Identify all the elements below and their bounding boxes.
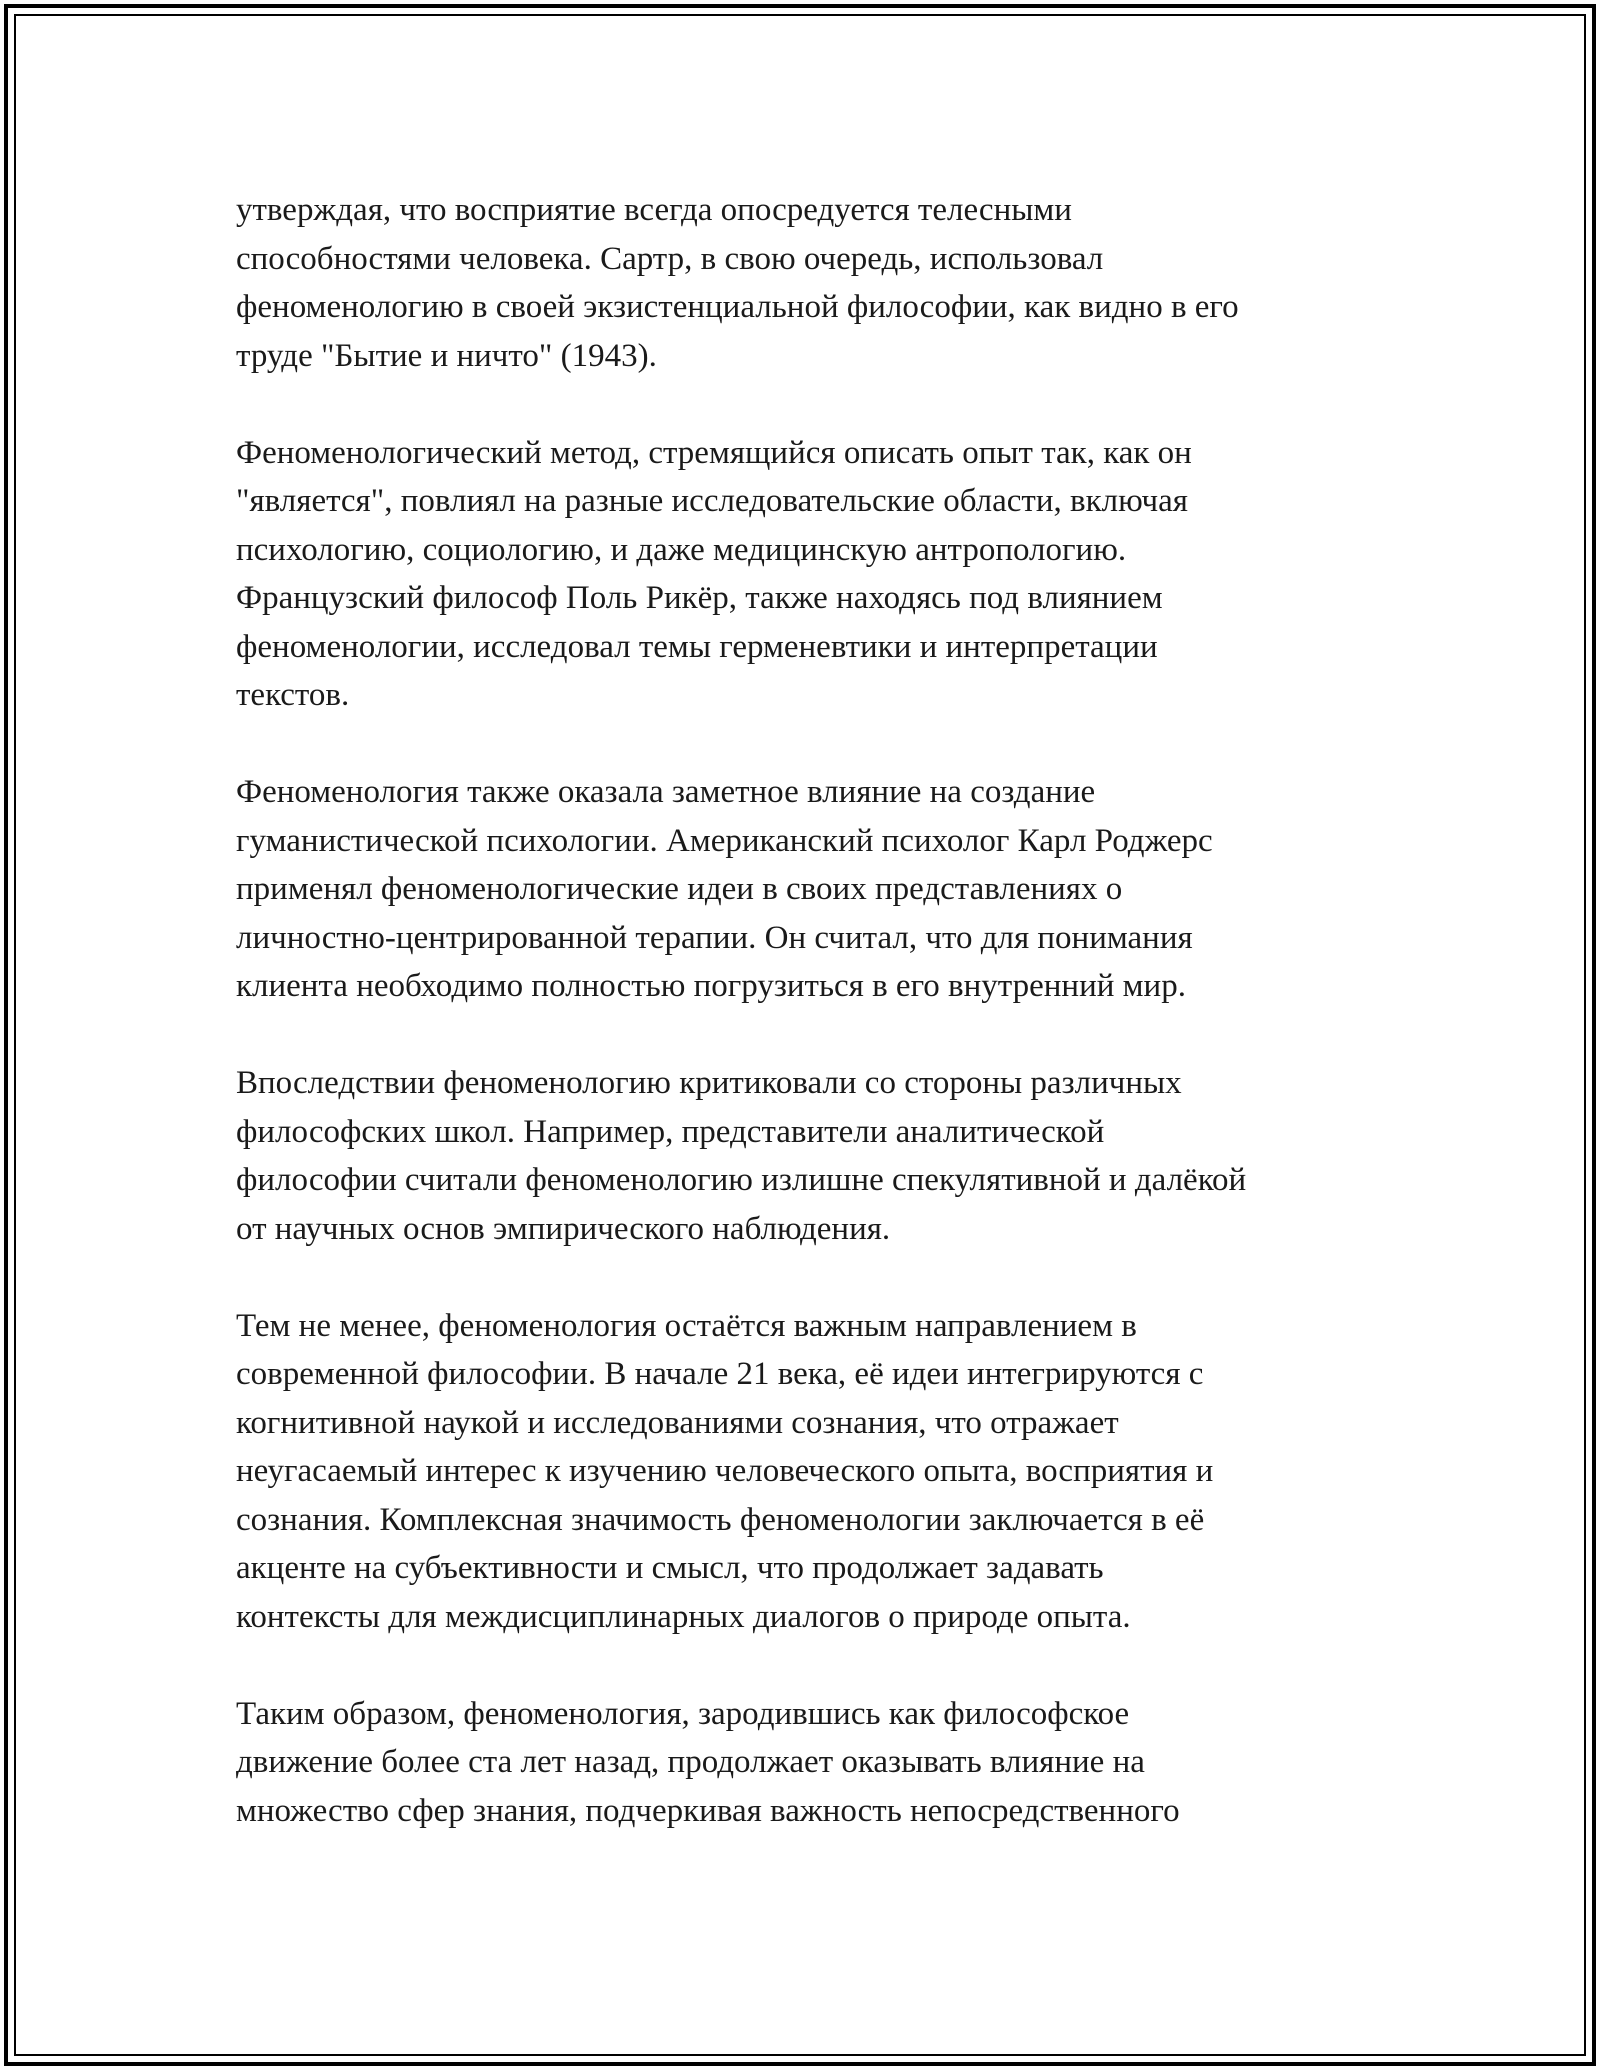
text-line: "является", повлиял на разные исследовательские области, включая — [236, 483, 1188, 519]
paragraph — [236, 1302, 1396, 1642]
text-line: Французский философ Поль Рикёр, также находясь под влиянием — [236, 580, 1163, 616]
text-line: множество сфер знания, подчеркивая важность непосредственного — [236, 1792, 1180, 1829]
paragraph — [236, 186, 1396, 380]
text-line: Впоследствии феноменологию критиковали со стороны различных — [236, 1065, 1182, 1101]
text-line: Феноменология также оказала заметное влияние на создание — [236, 774, 1096, 810]
text-line: текстов. — [236, 677, 350, 713]
text-line: психологию, социологию, и даже медицинскую антропологию. — [236, 531, 1127, 568]
text-line: когнитивной наукой и исследованиями сознания, что отражает — [236, 1404, 1119, 1441]
text-line: применял феноменологические идеи в своих представлениях о — [236, 871, 1123, 907]
paragraph — [236, 1690, 1396, 1836]
text-line: Таким образом, феноменология, зародившись как философское — [236, 1695, 1130, 1732]
text-line: Тем не менее, феноменология остаётся важным направлением в — [236, 1307, 1137, 1344]
document-body — [236, 186, 1396, 1884]
text-line: феноменологию в своей экзистенциальной философии, как видно в его — [236, 289, 1239, 325]
text-line: современной философии. В начале 21 века, её идеи интегрируются с — [236, 1356, 1204, 1392]
text-line: труде "Бытие и ничто" (1943). — [236, 337, 657, 374]
paragraph — [236, 1059, 1396, 1253]
text-line: философии считали феноменологию излишне спекулятивной и далёкой — [236, 1162, 1247, 1198]
text-line: движение более ста лет назад, продолжает оказывать влияние на — [236, 1744, 1145, 1780]
text-line: утверждая, что восприятие всегда опосредуется телесными — [236, 192, 1072, 228]
text-line: Феноменологический метод, стремящийся описать опыт так, как он — [236, 434, 1192, 471]
paragraph — [236, 429, 1396, 720]
text-line: неугасаемый интерес к изучению человеческого опыта, восприятия и — [236, 1453, 1214, 1489]
text-line: контексты для междисциплинарных диалогов о природе опыта. — [236, 1598, 1131, 1635]
paragraph — [236, 768, 1396, 1011]
text-line: гуманистической психологии. Американский психолог Карл Роджерс — [236, 822, 1213, 859]
text-line: акценте на субъективности и смысл, что продолжает задавать — [236, 1550, 1104, 1586]
text-line: феноменологии, исследовал темы герменевтики и интерпретации — [236, 628, 1158, 665]
text-line: клиента необходимо полностью погрузиться в его внутренний мир. — [236, 968, 1186, 1004]
text-line: сознания. Комплексная значимость феноменологии заключается в её — [236, 1501, 1205, 1538]
text-line: философских школ. Например, представители аналитической — [236, 1113, 1105, 1150]
text-line: от научных основ эмпирического наблюдения. — [236, 1210, 891, 1247]
text-line: личностно-центрированной терапии. Он считал, что для понимания — [236, 919, 1193, 956]
text-line: способностями человека. Сартр, в свою очередь, использовал — [236, 240, 1104, 277]
